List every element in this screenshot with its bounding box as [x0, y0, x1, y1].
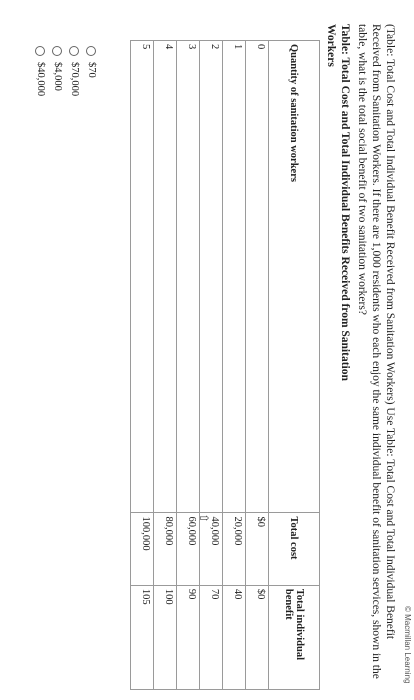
question-text: (Table: Total Cost and Total Individual Benefit Received from Sanitation Workers) Use Table: Total Cost and Total Individual Benefit Received from Sanitation Workers. If there are 1,000 residents who each enjoy the same individual benefit of sanitation services, shown in the table, what is the total social benefit of two sanitation workers?	[356, 24, 396, 679]
radio-button[interactable]	[36, 46, 46, 56]
cell-cost: $0	[246, 513, 269, 585]
header-total-cost: Total cost	[269, 513, 320, 585]
cell-quantity: 4	[154, 41, 177, 513]
cell-quantity: 2	[200, 41, 223, 513]
answer-option[interactable]	[32, 46, 49, 96]
radio-button[interactable]	[53, 46, 63, 56]
cell-cost: 60,000	[177, 513, 200, 585]
radio-button[interactable]	[70, 46, 80, 56]
table-row	[223, 41, 246, 690]
cell-cost: 20,000	[223, 513, 246, 585]
table-row	[131, 41, 154, 690]
copyright-text: © Macmillan Learning	[403, 606, 412, 684]
cell-benefit: $0	[246, 585, 269, 689]
answer-option-label: $70,000	[69, 62, 80, 97]
table-row	[154, 41, 177, 690]
radio-button[interactable]	[87, 46, 97, 56]
answer-option-label: $70	[86, 62, 97, 78]
cost-benefit-table	[130, 40, 320, 690]
answer-option[interactable]	[83, 46, 100, 96]
cell-benefit: 70	[200, 585, 223, 689]
answer-option-label: $40,000	[35, 62, 46, 97]
answer-options	[32, 46, 100, 96]
answer-option[interactable]	[49, 46, 66, 96]
cell-cost: 100,000	[131, 513, 154, 585]
answer-option-label: $4,000	[52, 62, 63, 91]
table-title: Table: Total Cost and Total Individual Benefits Received from Sanitation Workers	[325, 24, 351, 381]
table-header-row	[269, 41, 320, 690]
table-row	[177, 41, 200, 690]
cell-quantity: 0	[246, 41, 269, 513]
table-row	[200, 41, 223, 690]
cell-cost: 80,000	[154, 513, 177, 585]
table-row	[246, 41, 269, 690]
mouse-cursor-icon: ⇧	[197, 513, 211, 524]
cell-benefit: 90	[177, 585, 200, 689]
cell-quantity: 1	[223, 41, 246, 513]
header-quantity: Quantity of sanitation workers	[269, 41, 320, 513]
answer-option[interactable]	[66, 46, 83, 96]
cell-benefit: 105	[131, 585, 154, 689]
cell-benefit: 40	[223, 585, 246, 689]
cell-quantity: 3	[177, 41, 200, 513]
cell-quantity: 5	[131, 41, 154, 513]
cell-benefit: 100	[154, 585, 177, 689]
cell-cost: 40,000	[200, 513, 223, 585]
header-total-benefit: Total individual benefit	[269, 585, 320, 689]
